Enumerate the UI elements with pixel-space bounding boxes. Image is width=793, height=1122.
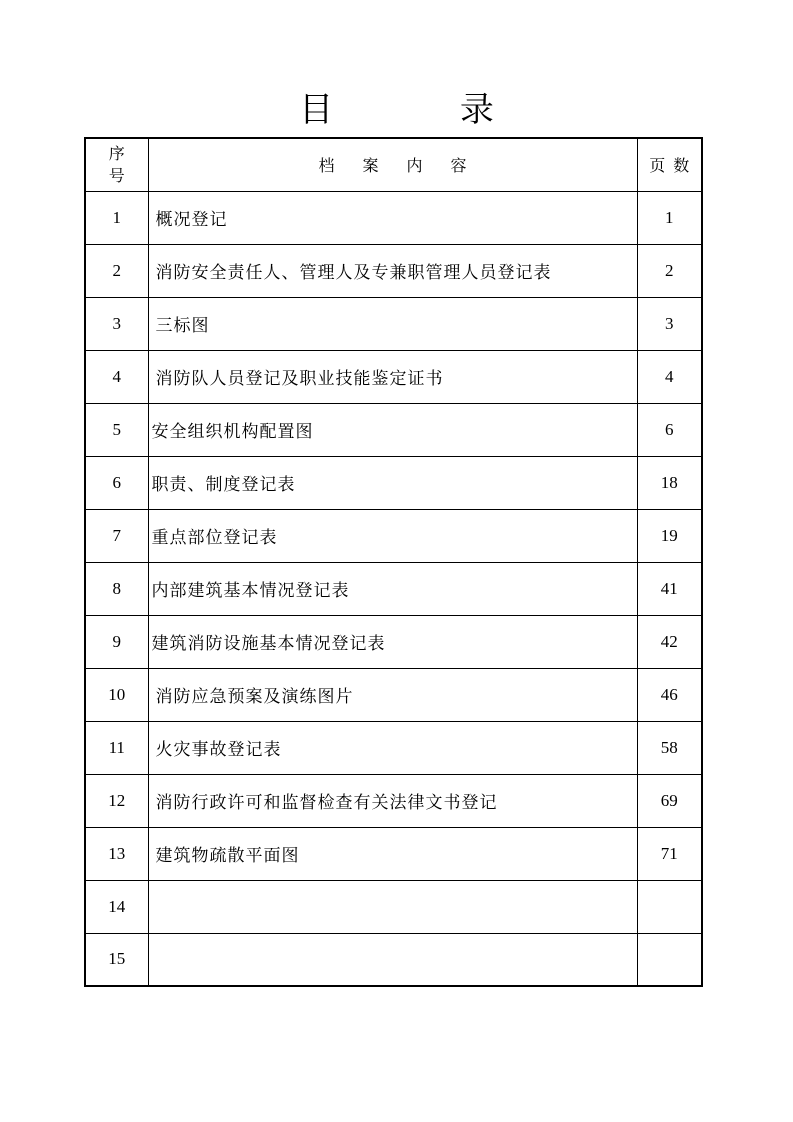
row-page xyxy=(637,880,702,933)
row-page: 58 xyxy=(637,721,702,774)
row-page: 46 xyxy=(637,668,702,721)
table-row xyxy=(85,880,702,933)
row-number: 4 xyxy=(85,350,148,403)
table-header-row xyxy=(85,138,702,191)
row-number: 9 xyxy=(85,615,148,668)
table-row xyxy=(85,403,702,456)
row-page: 69 xyxy=(637,774,702,827)
row-number: 10 xyxy=(85,668,148,721)
header-page: 页数 xyxy=(637,138,702,191)
row-page: 19 xyxy=(637,509,702,562)
row-content: 概况登记 xyxy=(148,191,637,244)
row-content: 消防行政许可和监督检查有关法律文书登记 xyxy=(148,774,637,827)
row-page: 4 xyxy=(637,350,702,403)
row-number: 5 xyxy=(85,403,148,456)
row-page: 71 xyxy=(637,827,702,880)
row-number: 1 xyxy=(85,191,148,244)
table-row xyxy=(85,774,702,827)
row-number: 13 xyxy=(85,827,148,880)
row-page: 6 xyxy=(637,403,702,456)
row-number: 7 xyxy=(85,509,148,562)
row-page: 18 xyxy=(637,456,702,509)
row-page xyxy=(637,933,702,986)
row-content: 建筑物疏散平面图 xyxy=(148,827,637,880)
table-of-contents xyxy=(84,137,703,987)
header-number-line1: 序 xyxy=(108,143,125,163)
row-content: 建筑消防设施基本情况登记表 xyxy=(148,615,637,668)
table-row xyxy=(85,456,702,509)
row-number: 3 xyxy=(85,297,148,350)
row-content: 内部建筑基本情况登记表 xyxy=(148,562,637,615)
page-title: 目 录 xyxy=(299,90,552,130)
header-number xyxy=(85,138,148,191)
row-number: 11 xyxy=(85,721,148,774)
table-row xyxy=(85,933,702,986)
table-row xyxy=(85,721,702,774)
row-number: 15 xyxy=(85,933,148,986)
row-page: 2 xyxy=(637,244,702,297)
table-row xyxy=(85,191,702,244)
row-page: 3 xyxy=(637,297,702,350)
row-number: 2 xyxy=(85,244,148,297)
table-row xyxy=(85,668,702,721)
header-content: 档案内容 xyxy=(148,138,637,191)
row-number: 12 xyxy=(85,774,148,827)
table-row xyxy=(85,509,702,562)
table-row xyxy=(85,350,702,403)
table-row xyxy=(85,297,702,350)
row-content: 消防队人员登记及职业技能鉴定证书 xyxy=(148,350,637,403)
table-row xyxy=(85,562,702,615)
table-row xyxy=(85,615,702,668)
row-content: 消防应急预案及演练图片 xyxy=(148,668,637,721)
table-row xyxy=(85,827,702,880)
row-content: 三标图 xyxy=(148,297,637,350)
row-content: 职责、制度登记表 xyxy=(148,456,637,509)
row-page: 42 xyxy=(637,615,702,668)
row-content xyxy=(148,933,637,986)
row-number: 14 xyxy=(85,880,148,933)
header-number-line2: 号 xyxy=(108,165,125,185)
row-content: 火灾事故登记表 xyxy=(148,721,637,774)
row-content: 重点部位登记表 xyxy=(148,509,637,562)
table-row xyxy=(85,244,702,297)
row-number: 6 xyxy=(85,456,148,509)
row-content: 消防安全责任人、管理人及专兼职管理人员登记表 xyxy=(148,244,637,297)
row-page: 41 xyxy=(637,562,702,615)
row-page: 1 xyxy=(637,191,702,244)
row-number: 8 xyxy=(85,562,148,615)
row-content xyxy=(148,880,637,933)
row-content: 安全组织机构配置图 xyxy=(148,403,637,456)
